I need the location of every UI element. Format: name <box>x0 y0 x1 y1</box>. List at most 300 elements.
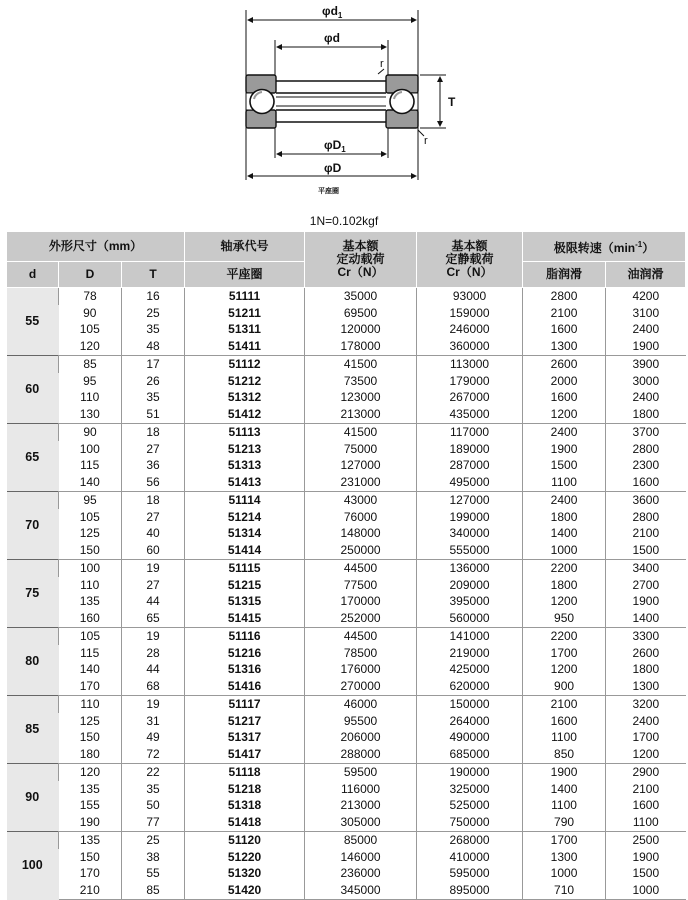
table-row <box>7 509 686 526</box>
cell-d: 60 <box>7 356 59 424</box>
cell-D: 78 <box>59 288 122 305</box>
cell-static: 435000 <box>417 406 523 423</box>
cell-D: 155 <box>79 798 100 813</box>
cell-T: 17 <box>122 356 185 373</box>
cell-dynamic: 270000 <box>305 678 417 695</box>
cell-T: 25 <box>122 832 185 849</box>
cell-code: 51412 <box>185 406 305 423</box>
cell-D: 90 <box>59 424 122 441</box>
table-row <box>7 678 686 695</box>
cell-D: 90 <box>83 305 97 320</box>
cell-oil: 1400 <box>606 610 686 627</box>
diagram-caption: 平座圈 <box>318 188 339 195</box>
cell-T: 50 <box>122 798 185 815</box>
cell-oil: 1200 <box>606 746 686 763</box>
cell-oil: 2500 <box>606 832 686 849</box>
cell-grease: 850 <box>523 746 606 763</box>
cell-oil: 3700 <box>606 424 686 441</box>
cell-dynamic: 85000 <box>305 832 417 849</box>
cell-dynamic: 213000 <box>305 798 417 815</box>
cell-d: 75 <box>7 560 59 628</box>
cell-static: 199000 <box>417 509 523 526</box>
table-row <box>7 882 686 899</box>
cell-D: 210 <box>59 882 122 899</box>
cell-D: 105 <box>79 509 100 524</box>
cell-code: 51420 <box>185 882 305 899</box>
cell-code: 51318 <box>185 798 305 815</box>
unit-note: 1N=0.102kgf <box>309 214 379 228</box>
cell-T: 19 <box>122 696 185 713</box>
cell-oil: 1000 <box>606 882 686 899</box>
cell-T: 72 <box>122 746 185 763</box>
cell-oil: 1500 <box>606 542 686 559</box>
cell-dynamic: 231000 <box>305 474 417 491</box>
cell-T: 35 <box>122 322 185 339</box>
cell-T: 31 <box>122 713 185 730</box>
cell-code: 51416 <box>185 678 305 695</box>
cell-D: 95 <box>59 492 122 509</box>
cell-code: 51311 <box>185 322 305 339</box>
cell-D: 190 <box>59 814 122 831</box>
cell-static: 246000 <box>417 322 523 339</box>
label-d1: $\varphi d_1$ <box>322 4 343 20</box>
cell-D: 125 <box>79 526 100 541</box>
cell-dynamic: 206000 <box>305 730 417 747</box>
table-row <box>7 628 686 645</box>
table-row <box>7 696 686 713</box>
table-row <box>7 781 686 798</box>
cell-dynamic: 123000 <box>305 390 417 407</box>
cell-grease: 1200 <box>523 594 606 611</box>
cell-D: 140 <box>59 474 122 491</box>
cell-oil: 3900 <box>606 356 686 373</box>
table-row <box>7 814 686 831</box>
bearing-diagram <box>0 0 688 200</box>
cell-code: 51217 <box>185 713 305 730</box>
cell-dynamic: 236000 <box>305 866 417 883</box>
cell-oil: 1900 <box>606 849 686 866</box>
label-D1: $\varphi D_1$ <box>324 138 346 154</box>
cell-dynamic: 41500 <box>305 424 417 441</box>
cell-grease: 2200 <box>523 628 606 645</box>
cell-dynamic: 44500 <box>305 560 417 577</box>
cell-grease: 1700 <box>523 645 606 662</box>
cell-code: 51417 <box>185 746 305 763</box>
cell-d: 70 <box>7 492 59 560</box>
cell-dynamic: 120000 <box>305 322 417 339</box>
cell-code: 51414 <box>185 542 305 559</box>
header-oil: 油润滑 <box>606 262 686 288</box>
cell-static: 395000 <box>417 594 523 611</box>
cell-D: 180 <box>59 746 122 763</box>
cell-oil: 3200 <box>606 696 686 713</box>
table-row <box>7 406 686 423</box>
cell-static: 555000 <box>417 542 523 559</box>
cell-T: 49 <box>122 730 185 747</box>
cell-oil: 1700 <box>606 730 686 747</box>
cell-dynamic: 76000 <box>305 509 417 526</box>
cell-T: 27 <box>122 441 185 458</box>
table-row <box>7 474 686 491</box>
cell-grease: 1000 <box>523 542 606 559</box>
cell-D: 100 <box>59 560 122 577</box>
cell-oil: 1800 <box>606 662 686 679</box>
cell-grease: 2400 <box>523 424 606 441</box>
cell-T: 18 <box>122 424 185 441</box>
table-row <box>7 373 686 390</box>
cell-grease: 1200 <box>523 406 606 423</box>
table-row <box>7 594 686 611</box>
table-row <box>7 288 686 305</box>
cell-T: 56 <box>122 474 185 491</box>
cell-T: 60 <box>122 542 185 559</box>
cell-static: 620000 <box>417 678 523 695</box>
cell-static: 340000 <box>417 526 523 543</box>
cell-code: 51316 <box>185 662 305 679</box>
cell-dynamic: 43000 <box>305 492 417 509</box>
cell-code: 51211 <box>185 305 305 322</box>
header-D: D <box>59 262 122 288</box>
cell-oil: 3000 <box>606 373 686 390</box>
table-row <box>7 662 686 679</box>
cell-oil: 2600 <box>606 645 686 662</box>
cell-grease: 2100 <box>523 305 606 322</box>
table-row <box>7 356 686 373</box>
cell-static: 264000 <box>417 713 523 730</box>
cell-dynamic: 73500 <box>305 373 417 390</box>
cell-code: 51315 <box>185 594 305 611</box>
cell-D: 170 <box>59 678 122 695</box>
table-row <box>7 424 686 441</box>
cell-dynamic: 116000 <box>305 781 417 798</box>
table-row <box>7 458 686 475</box>
table-row <box>7 526 686 543</box>
cell-T: 19 <box>122 628 185 645</box>
cell-T: 51 <box>122 406 185 423</box>
cell-d: 65 <box>7 424 59 492</box>
cell-D: 115 <box>80 458 100 473</box>
cell-D: 170 <box>79 866 100 881</box>
cell-code: 51215 <box>185 577 305 594</box>
cell-oil: 2700 <box>606 577 686 594</box>
cell-grease: 1700 <box>523 832 606 849</box>
cell-static: 495000 <box>417 474 523 491</box>
table-row <box>7 798 686 815</box>
cell-grease: 1100 <box>523 730 606 747</box>
cell-static: 190000 <box>417 764 523 781</box>
cell-T: 44 <box>122 594 185 611</box>
cell-grease: 2400 <box>523 492 606 509</box>
table-row <box>7 560 686 577</box>
cell-code: 51313 <box>185 458 305 475</box>
cell-grease: 1200 <box>523 662 606 679</box>
cell-dynamic: 77500 <box>305 577 417 594</box>
cell-T: 28 <box>122 645 185 662</box>
header-static-load: 基本额 定静载荷 Cr（N） <box>417 232 523 288</box>
cell-D: 150 <box>79 849 100 864</box>
cell-oil: 2800 <box>606 441 686 458</box>
cell-oil: 1500 <box>606 866 686 883</box>
cell-static: 685000 <box>417 746 523 763</box>
cell-D: 135 <box>79 781 100 796</box>
cell-static: 750000 <box>417 814 523 831</box>
cell-d: 80 <box>7 628 59 696</box>
table-row <box>7 866 686 883</box>
cell-T: 40 <box>122 526 185 543</box>
cell-static: 159000 <box>417 305 523 322</box>
cell-code: 51312 <box>185 390 305 407</box>
header-flat-washer: 平座圈 <box>185 262 305 288</box>
header-d: d <box>7 262 59 288</box>
header-code: 轴承代号 <box>185 232 305 262</box>
cell-d: 55 <box>7 288 59 356</box>
cell-static: 287000 <box>417 458 523 475</box>
cell-D: 130 <box>59 406 122 423</box>
cell-dynamic: 178000 <box>305 338 417 355</box>
cell-dynamic: 288000 <box>305 746 417 763</box>
cell-dynamic: 305000 <box>305 814 417 831</box>
cell-code: 51112 <box>185 356 305 373</box>
cell-static: 490000 <box>417 730 523 747</box>
cell-D: 135 <box>59 832 122 849</box>
cell-oil: 2400 <box>606 322 686 339</box>
cell-oil: 1900 <box>606 594 686 611</box>
cell-oil: 4200 <box>606 288 686 305</box>
cell-oil: 1900 <box>606 338 686 355</box>
cell-static: 595000 <box>417 866 523 883</box>
ball-right <box>390 90 414 114</box>
cell-dynamic: 41500 <box>305 356 417 373</box>
table-row <box>7 730 686 747</box>
cell-grease: 1000 <box>523 866 606 883</box>
cell-oil: 2100 <box>606 781 686 798</box>
cell-static: 219000 <box>417 645 523 662</box>
cell-T: 26 <box>122 373 185 390</box>
cell-T: 44 <box>122 662 185 679</box>
cell-code: 51117 <box>185 696 305 713</box>
cell-grease: 1800 <box>523 509 606 526</box>
cell-D: 110 <box>59 696 122 713</box>
cell-oil: 2400 <box>606 713 686 730</box>
header-T: T <box>122 262 185 288</box>
table-row <box>7 305 686 322</box>
cell-T: 22 <box>122 764 185 781</box>
cell-dynamic: 59500 <box>305 764 417 781</box>
cell-D: 85 <box>59 356 122 373</box>
label-T: T <box>448 95 456 109</box>
table-row <box>7 832 686 849</box>
cell-oil: 1800 <box>606 406 686 423</box>
table-row <box>7 322 686 339</box>
cell-T: 65 <box>122 610 185 627</box>
cell-oil: 2100 <box>606 526 686 543</box>
cell-D: 150 <box>59 542 122 559</box>
cell-dynamic: 250000 <box>305 542 417 559</box>
cell-code: 51320 <box>185 866 305 883</box>
cell-code: 51116 <box>185 628 305 645</box>
cell-T: 27 <box>122 577 185 594</box>
cell-oil: 3600 <box>606 492 686 509</box>
cell-dynamic: 213000 <box>305 406 417 423</box>
cell-grease: 1300 <box>523 338 606 355</box>
cell-code: 51115 <box>185 560 305 577</box>
cell-T: 36 <box>122 458 185 475</box>
cell-static: 141000 <box>417 628 523 645</box>
cell-D: 120 <box>59 764 122 781</box>
cell-grease: 1600 <box>523 322 606 339</box>
cell-code: 51220 <box>185 849 305 866</box>
cell-code: 51415 <box>185 610 305 627</box>
cell-grease: 1500 <box>523 458 606 475</box>
cell-code: 51418 <box>185 814 305 831</box>
cell-T: 27 <box>122 509 185 526</box>
cell-code: 51413 <box>185 474 305 491</box>
table-row <box>7 577 686 594</box>
cell-grease: 2000 <box>523 373 606 390</box>
cell-static: 150000 <box>417 696 523 713</box>
cell-D: 110 <box>80 390 100 405</box>
label-d: φd <box>324 31 340 45</box>
cell-oil: 3400 <box>606 560 686 577</box>
cell-dynamic: 78500 <box>305 645 417 662</box>
cell-grease: 1400 <box>523 781 606 798</box>
cell-oil: 3300 <box>606 628 686 645</box>
cell-oil: 3100 <box>606 305 686 322</box>
table-row <box>7 746 686 763</box>
cell-static: 267000 <box>417 390 523 407</box>
cell-grease: 1600 <box>523 390 606 407</box>
cell-grease: 1100 <box>523 474 606 491</box>
cell-grease: 2200 <box>523 560 606 577</box>
cell-d: 85 <box>7 696 59 764</box>
label-r-right: r <box>424 135 428 147</box>
cell-code: 51214 <box>185 509 305 526</box>
cell-D: 105 <box>59 628 122 645</box>
cell-D: 115 <box>80 645 100 660</box>
table-row <box>7 338 686 355</box>
cell-T: 35 <box>122 781 185 798</box>
cell-D: 160 <box>59 610 122 627</box>
cell-dynamic: 176000 <box>305 662 417 679</box>
cell-code: 51314 <box>185 526 305 543</box>
cell-grease: 1300 <box>523 849 606 866</box>
cell-T: 25 <box>122 305 185 322</box>
cell-static: 209000 <box>417 577 523 594</box>
cell-dynamic: 170000 <box>305 594 417 611</box>
cell-grease: 1800 <box>523 577 606 594</box>
cell-static: 895000 <box>417 882 523 899</box>
cell-static: 560000 <box>417 610 523 627</box>
cell-static: 117000 <box>417 424 523 441</box>
cell-static: 179000 <box>417 373 523 390</box>
cell-dynamic: 46000 <box>305 696 417 713</box>
table-row <box>7 713 686 730</box>
bearing-spec-table <box>6 231 686 900</box>
cell-dynamic: 127000 <box>305 458 417 475</box>
cell-static: 127000 <box>417 492 523 509</box>
cell-T: 35 <box>122 390 185 407</box>
cell-T: 38 <box>122 849 185 866</box>
table-row <box>7 441 686 458</box>
header-speed: 极限转速$(\min^{-1})$ <box>523 232 686 262</box>
cell-T: 55 <box>122 866 185 883</box>
cell-T: 77 <box>122 814 185 831</box>
cell-dynamic: 95500 <box>305 713 417 730</box>
cell-D: 150 <box>79 730 100 745</box>
cell-T: 48 <box>122 338 185 355</box>
header-dynamic-load: 基本额 定动载荷 Cr（N） <box>305 232 417 288</box>
cell-T: 16 <box>122 288 185 305</box>
cell-d: 100 <box>7 832 59 900</box>
cell-grease: 2800 <box>523 288 606 305</box>
cell-code: 51218 <box>185 781 305 798</box>
header-grease: 脂润滑 <box>523 262 606 288</box>
cell-dynamic: 148000 <box>305 526 417 543</box>
cell-grease: 710 <box>523 882 606 899</box>
cell-grease: 1900 <box>523 441 606 458</box>
cell-dynamic: 69500 <box>305 305 417 322</box>
cell-dynamic: 345000 <box>305 882 417 899</box>
cell-grease: 950 <box>523 610 606 627</box>
cell-grease: 1400 <box>523 526 606 543</box>
cell-dynamic: 146000 <box>305 849 417 866</box>
cell-dynamic: 35000 <box>305 288 417 305</box>
table-row <box>7 542 686 559</box>
cell-static: 410000 <box>417 849 523 866</box>
cell-D: 100 <box>79 441 100 456</box>
cell-static: 268000 <box>417 832 523 849</box>
label-D: φD <box>324 161 342 175</box>
cell-D: 105 <box>79 322 100 337</box>
table-row <box>7 492 686 509</box>
cell-static: 360000 <box>417 338 523 355</box>
cell-grease: 790 <box>523 814 606 831</box>
cell-grease: 2100 <box>523 696 606 713</box>
cell-code: 51114 <box>185 492 305 509</box>
cell-code: 51411 <box>185 338 305 355</box>
cell-D: 110 <box>80 577 100 592</box>
cell-code: 51212 <box>185 373 305 390</box>
cell-D: 125 <box>79 713 100 728</box>
table-row <box>7 610 686 627</box>
ball-left <box>250 90 274 114</box>
cell-dynamic: 75000 <box>305 441 417 458</box>
cell-code: 51120 <box>185 832 305 849</box>
cell-T: 85 <box>122 882 185 899</box>
cell-oil: 1100 <box>606 814 686 831</box>
cell-D: 140 <box>79 662 100 677</box>
table-row <box>7 390 686 407</box>
cell-code: 51317 <box>185 730 305 747</box>
cell-grease: 2600 <box>523 356 606 373</box>
cell-oil: 2800 <box>606 509 686 526</box>
cell-grease: 1100 <box>523 798 606 815</box>
cell-T: 68 <box>122 678 185 695</box>
cell-D: 120 <box>59 338 122 355</box>
cell-oil: 1600 <box>606 798 686 815</box>
cell-static: 136000 <box>417 560 523 577</box>
cell-grease: 1600 <box>523 713 606 730</box>
cell-oil: 2900 <box>606 764 686 781</box>
cell-D: 95 <box>83 373 97 388</box>
cell-static: 525000 <box>417 798 523 815</box>
table-row <box>7 849 686 866</box>
cell-dynamic: 44500 <box>305 628 417 645</box>
table-row <box>7 764 686 781</box>
cell-static: 93000 <box>417 288 523 305</box>
cell-T: 19 <box>122 560 185 577</box>
header-dims: 外形尺寸（mm） <box>7 232 185 262</box>
